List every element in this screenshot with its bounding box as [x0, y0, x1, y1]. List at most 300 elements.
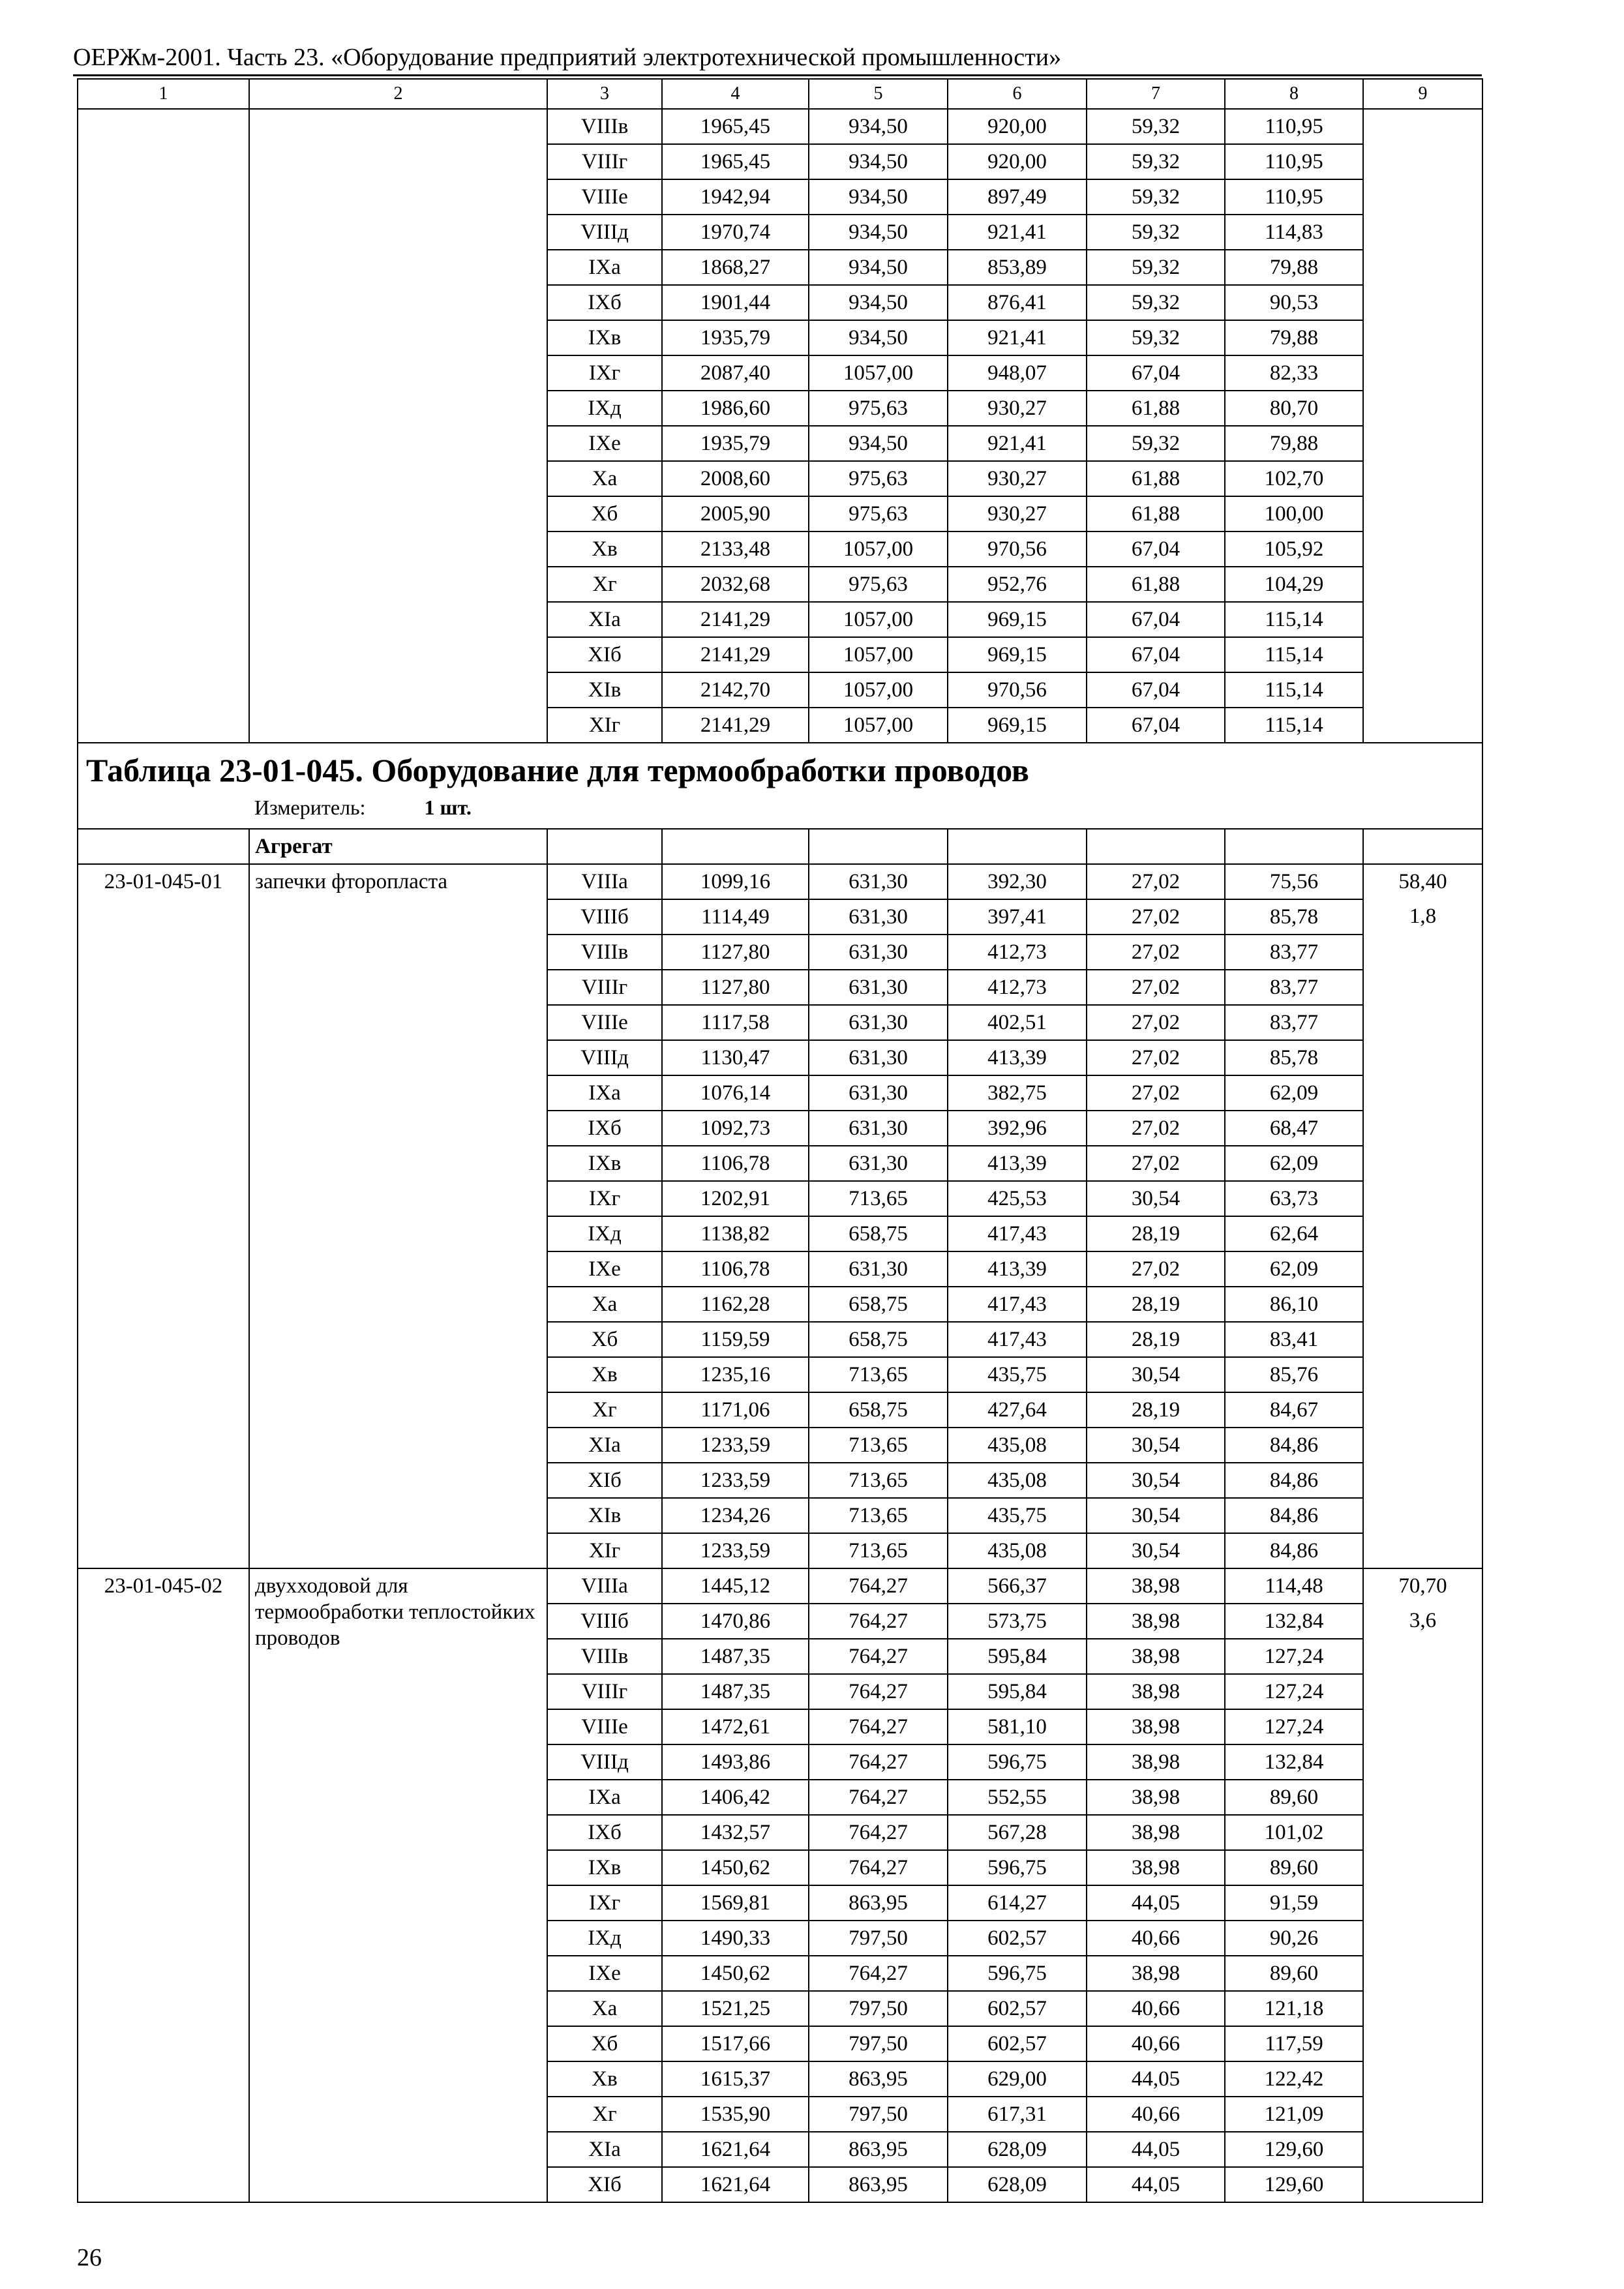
value-cell: 89,60: [1225, 1780, 1363, 1815]
value-cell: 631,30: [809, 1146, 948, 1181]
page-number: 26: [77, 2244, 102, 2271]
value-cell: 596,75: [948, 1744, 1087, 1780]
value-cell: 1901,44: [662, 285, 809, 320]
value-cell: 59,32: [1087, 285, 1225, 320]
value-cell: 38,98: [1087, 1604, 1225, 1639]
value-cell: 1106,78: [662, 1251, 809, 1287]
zone-cell: XIа: [547, 602, 662, 637]
value-cell: 797,50: [809, 2097, 948, 2132]
value-cell: 115,14: [1225, 708, 1363, 743]
zone-cell: XIб: [547, 637, 662, 672]
value-cell: 2008,60: [662, 461, 809, 496]
value-cell: 30,54: [1087, 1463, 1225, 1498]
empty-cell: [1363, 829, 1482, 864]
value-cell: 1130,47: [662, 1040, 809, 1075]
zone-cell: XIа: [547, 2132, 662, 2167]
value-cell: 920,00: [948, 109, 1087, 144]
value-cell: 115,14: [1225, 637, 1363, 672]
column-number: 4: [662, 79, 809, 109]
empty-cell: [948, 829, 1087, 864]
value-cell: 28,19: [1087, 1216, 1225, 1251]
zone-cell: IXб: [547, 1815, 662, 1850]
value-cell: 67,04: [1087, 708, 1225, 743]
value-cell: 86,10: [1225, 1287, 1363, 1322]
param-cell: 70,70: [1363, 1568, 1482, 1604]
value-cell: 59,32: [1087, 109, 1225, 144]
table-row: [78, 1568, 1482, 1604]
column-number: 1: [78, 79, 249, 109]
value-cell: 863,95: [809, 2167, 948, 2202]
value-cell: 713,65: [809, 1498, 948, 1533]
value-cell: 2005,90: [662, 496, 809, 531]
value-cell: 83,77: [1225, 1005, 1363, 1040]
value-cell: 67,04: [1087, 637, 1225, 672]
value-cell: 631,30: [809, 970, 948, 1005]
value-cell: 27,02: [1087, 935, 1225, 970]
value-cell: 631,30: [809, 1111, 948, 1146]
value-cell: 129,60: [1225, 2167, 1363, 2202]
value-cell: 1234,26: [662, 1498, 809, 1533]
value-cell: 797,50: [809, 1991, 948, 2026]
value-cell: 89,60: [1225, 1850, 1363, 1885]
empty-cell: [662, 829, 809, 864]
value-cell: 110,95: [1225, 179, 1363, 215]
zone-cell: VIIIб: [547, 899, 662, 935]
value-cell: 764,27: [809, 1568, 948, 1604]
code-cell: 23-01-045-01: [78, 864, 249, 1568]
value-cell: 1233,59: [662, 1533, 809, 1568]
value-cell: 28,19: [1087, 1322, 1225, 1357]
zone-cell: XIв: [547, 1498, 662, 1533]
value-cell: 934,50: [809, 426, 948, 461]
value-cell: 27,02: [1087, 1111, 1225, 1146]
zone-cell: IXд: [547, 1216, 662, 1251]
value-cell: 397,41: [948, 899, 1087, 935]
value-cell: 79,88: [1225, 320, 1363, 355]
group-row: [78, 829, 1482, 864]
value-cell: 27,02: [1087, 864, 1225, 899]
zone-cell: VIIIг: [547, 1674, 662, 1709]
value-cell: 1235,16: [662, 1357, 809, 1392]
value-cell: 44,05: [1087, 2061, 1225, 2097]
value-cell: 121,09: [1225, 2097, 1363, 2132]
value-cell: 62,09: [1225, 1075, 1363, 1111]
value-cell: 382,75: [948, 1075, 1087, 1111]
value-cell: 59,32: [1087, 426, 1225, 461]
value-cell: 1472,61: [662, 1709, 809, 1744]
value-cell: 132,84: [1225, 1604, 1363, 1639]
zone-cell: IXб: [547, 1111, 662, 1146]
column-number: 3: [547, 79, 662, 109]
value-cell: 27,02: [1087, 1075, 1225, 1111]
value-cell: 413,39: [948, 1040, 1087, 1075]
value-cell: 30,54: [1087, 1428, 1225, 1463]
zone-cell: Xа: [547, 1991, 662, 2026]
param-cell: 1,8: [1363, 899, 1482, 1568]
unit-line: [78, 790, 1482, 828]
value-cell: 1202,91: [662, 1181, 809, 1216]
value-cell: 89,60: [1225, 1956, 1363, 1991]
value-cell: 84,67: [1225, 1392, 1363, 1428]
zone-cell: VIIIв: [547, 935, 662, 970]
zone-cell: VIIIв: [547, 1639, 662, 1674]
group-label: Агрегат: [249, 829, 547, 864]
value-cell: 1092,73: [662, 1111, 809, 1146]
zone-cell: Xб: [547, 1322, 662, 1357]
value-cell: 1406,42: [662, 1780, 809, 1815]
value-cell: 573,75: [948, 1604, 1087, 1639]
zone-cell: Xв: [547, 2061, 662, 2097]
value-cell: 631,30: [809, 1075, 948, 1111]
value-cell: 82,33: [1225, 355, 1363, 391]
value-cell: 417,43: [948, 1216, 1087, 1251]
value-cell: 104,29: [1225, 567, 1363, 602]
value-cell: 1615,37: [662, 2061, 809, 2097]
value-cell: 59,32: [1087, 320, 1225, 355]
value-cell: 1076,14: [662, 1075, 809, 1111]
value-cell: 110,95: [1225, 109, 1363, 144]
name-cell: запечки фторопласта: [249, 864, 547, 1568]
value-cell: 435,08: [948, 1428, 1087, 1463]
value-cell: 934,50: [809, 320, 948, 355]
value-cell: 596,75: [948, 1850, 1087, 1885]
zone-cell: VIIIд: [547, 1744, 662, 1780]
value-cell: 2087,40: [662, 355, 809, 391]
value-cell: 1970,74: [662, 215, 809, 250]
value-cell: 581,10: [948, 1709, 1087, 1744]
zone-cell: VIIIв: [547, 109, 662, 144]
zone-cell: VIIIд: [547, 1040, 662, 1075]
value-cell: 2141,29: [662, 602, 809, 637]
empty-cell: [1225, 829, 1363, 864]
value-cell: 921,41: [948, 426, 1087, 461]
value-cell: 1057,00: [809, 637, 948, 672]
value-cell: 68,47: [1225, 1111, 1363, 1146]
zone-cell: IXв: [547, 1850, 662, 1885]
value-cell: 129,60: [1225, 2132, 1363, 2167]
value-cell: 566,37: [948, 1568, 1087, 1604]
value-cell: 61,88: [1087, 567, 1225, 602]
value-cell: 969,15: [948, 637, 1087, 672]
zone-cell: VIIIб: [547, 1604, 662, 1639]
param-cell: 3,6: [1363, 1604, 1482, 2202]
value-cell: 2141,29: [662, 708, 809, 743]
table-row: [78, 109, 1482, 144]
value-cell: 67,04: [1087, 531, 1225, 567]
zone-cell: XIг: [547, 708, 662, 743]
value-cell: 863,95: [809, 2132, 948, 2167]
value-cell: 413,39: [948, 1146, 1087, 1181]
value-cell: 38,98: [1087, 1850, 1225, 1885]
value-cell: 764,27: [809, 1674, 948, 1709]
value-cell: 38,98: [1087, 1956, 1225, 1991]
zone-cell: Xв: [547, 531, 662, 567]
value-cell: 435,08: [948, 1463, 1087, 1498]
value-cell: 1138,82: [662, 1216, 809, 1251]
zone-cell: IXа: [547, 1075, 662, 1111]
value-cell: 90,53: [1225, 285, 1363, 320]
value-cell: 100,00: [1225, 496, 1363, 531]
value-cell: 628,09: [948, 2132, 1087, 2167]
value-cell: 110,95: [1225, 144, 1363, 179]
value-cell: 412,73: [948, 970, 1087, 1005]
value-cell: 40,66: [1087, 1991, 1225, 2026]
value-cell: 853,89: [948, 250, 1087, 285]
zone-cell: Xг: [547, 567, 662, 602]
value-cell: 797,50: [809, 1921, 948, 1956]
value-cell: 30,54: [1087, 1357, 1225, 1392]
value-cell: 59,32: [1087, 179, 1225, 215]
name-cell: двухходовой для термообработки теплостойких проводов: [249, 1568, 547, 2202]
value-cell: 1117,58: [662, 1005, 809, 1040]
value-cell: 402,51: [948, 1005, 1087, 1040]
value-cell: 127,24: [1225, 1639, 1363, 1674]
value-cell: 1521,25: [662, 1991, 809, 2026]
header-rule: [73, 74, 1482, 76]
value-cell: 614,27: [948, 1885, 1087, 1921]
value-cell: 84,86: [1225, 1498, 1363, 1533]
value-cell: 934,50: [809, 250, 948, 285]
value-cell: 40,66: [1087, 2026, 1225, 2061]
value-cell: 1487,35: [662, 1674, 809, 1709]
value-cell: 934,50: [809, 109, 948, 144]
value-cell: 30,54: [1087, 1498, 1225, 1533]
value-cell: 79,88: [1225, 426, 1363, 461]
value-cell: 930,27: [948, 461, 1087, 496]
value-cell: 863,95: [809, 1885, 948, 1921]
value-cell: 952,76: [948, 567, 1087, 602]
column-number-row: [78, 79, 1482, 109]
value-cell: 658,75: [809, 1322, 948, 1357]
value-cell: 84,86: [1225, 1463, 1363, 1498]
zone-cell: VIIIа: [547, 1568, 662, 1604]
value-cell: 61,88: [1087, 496, 1225, 531]
zone-cell: IXг: [547, 1885, 662, 1921]
zone-cell: IXв: [547, 1146, 662, 1181]
value-cell: 38,98: [1087, 1815, 1225, 1850]
value-cell: 27,02: [1087, 970, 1225, 1005]
value-cell: 934,50: [809, 285, 948, 320]
zone-cell: Xб: [547, 2026, 662, 2061]
value-cell: 969,15: [948, 602, 1087, 637]
value-cell: 85,78: [1225, 899, 1363, 935]
value-cell: 1233,59: [662, 1463, 809, 1498]
value-cell: 631,30: [809, 1005, 948, 1040]
zone-cell: VIIIе: [547, 1005, 662, 1040]
value-cell: 713,65: [809, 1428, 948, 1463]
value-cell: 897,49: [948, 179, 1087, 215]
value-cell: 595,84: [948, 1674, 1087, 1709]
value-cell: 1965,45: [662, 109, 809, 144]
zone-cell: Xв: [547, 1357, 662, 1392]
value-cell: 658,75: [809, 1287, 948, 1322]
value-cell: 62,09: [1225, 1251, 1363, 1287]
value-cell: 30,54: [1087, 1533, 1225, 1568]
zone-cell: VIIIе: [547, 179, 662, 215]
value-cell: 417,43: [948, 1322, 1087, 1357]
value-cell: 1935,79: [662, 320, 809, 355]
empty-cell: [1087, 829, 1225, 864]
value-cell: 63,73: [1225, 1181, 1363, 1216]
value-cell: 934,50: [809, 179, 948, 215]
value-cell: 631,30: [809, 1251, 948, 1287]
value-cell: 1057,00: [809, 672, 948, 708]
value-cell: 435,75: [948, 1357, 1087, 1392]
value-cell: 59,32: [1087, 250, 1225, 285]
value-cell: 797,50: [809, 2026, 948, 2061]
value-cell: 44,05: [1087, 2167, 1225, 2202]
value-cell: 1450,62: [662, 1956, 809, 1991]
value-cell: 132,84: [1225, 1744, 1363, 1780]
value-cell: 83,77: [1225, 970, 1363, 1005]
value-cell: 1057,00: [809, 602, 948, 637]
value-cell: 40,66: [1087, 1921, 1225, 1956]
value-cell: 83,77: [1225, 935, 1363, 970]
resource-table: [77, 78, 1483, 2203]
zone-cell: IXд: [547, 1921, 662, 1956]
zone-cell: IXб: [547, 285, 662, 320]
value-cell: 85,76: [1225, 1357, 1363, 1392]
zone-cell: IXе: [547, 426, 662, 461]
zone-cell: XIа: [547, 1428, 662, 1463]
param-cell: 58,40: [1363, 864, 1482, 899]
zone-cell: IXа: [547, 250, 662, 285]
zone-cell: XIб: [547, 1463, 662, 1498]
value-cell: 1450,62: [662, 1850, 809, 1885]
value-cell: 2142,70: [662, 672, 809, 708]
value-cell: 764,27: [809, 1815, 948, 1850]
value-cell: 114,83: [1225, 215, 1363, 250]
value-cell: 84,86: [1225, 1533, 1363, 1568]
value-cell: 80,70: [1225, 391, 1363, 426]
value-cell: 975,63: [809, 461, 948, 496]
empty-cell: [809, 829, 948, 864]
value-cell: 863,95: [809, 2061, 948, 2097]
value-cell: 1099,16: [662, 864, 809, 899]
code-cell: [78, 829, 249, 864]
value-cell: 713,65: [809, 1533, 948, 1568]
value-cell: 27,02: [1087, 1040, 1225, 1075]
zone-cell: VIIIа: [547, 864, 662, 899]
empty-cell: [547, 829, 662, 864]
value-cell: 1569,81: [662, 1885, 809, 1921]
value-cell: 121,18: [1225, 1991, 1363, 2026]
zone-cell: IXг: [547, 1181, 662, 1216]
column-number: 6: [948, 79, 1087, 109]
value-cell: 1490,33: [662, 1921, 809, 1956]
value-cell: 1114,49: [662, 899, 809, 935]
value-cell: 975,63: [809, 567, 948, 602]
zone-cell: Xа: [547, 1287, 662, 1322]
value-cell: 101,02: [1225, 1815, 1363, 1850]
value-cell: 427,64: [948, 1392, 1087, 1428]
value-cell: 764,27: [809, 1744, 948, 1780]
zone-cell: XIб: [547, 2167, 662, 2202]
value-cell: 567,28: [948, 1815, 1087, 1850]
value-cell: 84,86: [1225, 1428, 1363, 1463]
value-cell: 764,27: [809, 1604, 948, 1639]
value-cell: 59,32: [1087, 215, 1225, 250]
value-cell: 40,66: [1087, 2097, 1225, 2132]
value-cell: 1487,35: [662, 1639, 809, 1674]
value-cell: 28,19: [1087, 1392, 1225, 1428]
value-cell: 1171,06: [662, 1392, 809, 1428]
zone-cell: Xб: [547, 496, 662, 531]
table-title: Таблица 23-01-045. Оборудование для термообработки проводов: [86, 752, 1029, 788]
code-cell: 23-01-045-02: [78, 1568, 249, 2202]
value-cell: 921,41: [948, 215, 1087, 250]
value-cell: 631,30: [809, 935, 948, 970]
value-cell: 1621,64: [662, 2132, 809, 2167]
value-cell: 1057,00: [809, 355, 948, 391]
value-cell: 2032,68: [662, 567, 809, 602]
value-cell: 1868,27: [662, 250, 809, 285]
value-cell: 713,65: [809, 1357, 948, 1392]
table-body: [78, 79, 1482, 2202]
value-cell: 975,63: [809, 496, 948, 531]
value-cell: 948,07: [948, 355, 1087, 391]
value-cell: 658,75: [809, 1216, 948, 1251]
value-cell: 876,41: [948, 285, 1087, 320]
zone-cell: Xа: [547, 461, 662, 496]
value-cell: 1935,79: [662, 426, 809, 461]
code-cell: [78, 109, 249, 743]
value-cell: 764,27: [809, 1639, 948, 1674]
value-cell: 127,24: [1225, 1709, 1363, 1744]
value-cell: 67,04: [1087, 672, 1225, 708]
value-cell: 1621,64: [662, 2167, 809, 2202]
value-cell: 595,84: [948, 1639, 1087, 1674]
param-cell: [1363, 109, 1482, 743]
value-cell: 38,98: [1087, 1674, 1225, 1709]
value-cell: 114,48: [1225, 1568, 1363, 1604]
value-cell: 102,70: [1225, 461, 1363, 496]
value-cell: 38,98: [1087, 1568, 1225, 1604]
value-cell: 27,02: [1087, 1251, 1225, 1287]
page-header: ОЕРЖм-2001. Часть 23. «Оборудование предприятий электротехнической промышленности»: [73, 44, 1062, 71]
value-cell: 122,42: [1225, 2061, 1363, 2097]
value-cell: 115,14: [1225, 672, 1363, 708]
value-cell: 1159,59: [662, 1322, 809, 1357]
value-cell: 1106,78: [662, 1146, 809, 1181]
zone-cell: IXе: [547, 1251, 662, 1287]
value-cell: 425,53: [948, 1181, 1087, 1216]
value-cell: 930,27: [948, 391, 1087, 426]
value-cell: 1535,90: [662, 2097, 809, 2132]
value-cell: 631,30: [809, 864, 948, 899]
value-cell: 27,02: [1087, 899, 1225, 935]
value-cell: 596,75: [948, 1956, 1087, 1991]
column-number: 7: [1087, 79, 1225, 109]
zone-cell: IXа: [547, 1780, 662, 1815]
value-cell: 67,04: [1087, 355, 1225, 391]
value-cell: 628,09: [948, 2167, 1087, 2202]
value-cell: 85,78: [1225, 1040, 1363, 1075]
value-cell: 38,98: [1087, 1780, 1225, 1815]
zone-cell: VIIIд: [547, 215, 662, 250]
value-cell: 1057,00: [809, 531, 948, 567]
value-cell: 59,32: [1087, 144, 1225, 179]
value-cell: 970,56: [948, 672, 1087, 708]
value-cell: 435,75: [948, 1498, 1087, 1533]
value-cell: 105,92: [1225, 531, 1363, 567]
unit-value: 1 шт.: [424, 796, 472, 819]
value-cell: 920,00: [948, 144, 1087, 179]
value-cell: 61,88: [1087, 461, 1225, 496]
value-cell: 117,59: [1225, 2026, 1363, 2061]
value-cell: 602,57: [948, 2026, 1087, 2061]
value-cell: 1233,59: [662, 1428, 809, 1463]
